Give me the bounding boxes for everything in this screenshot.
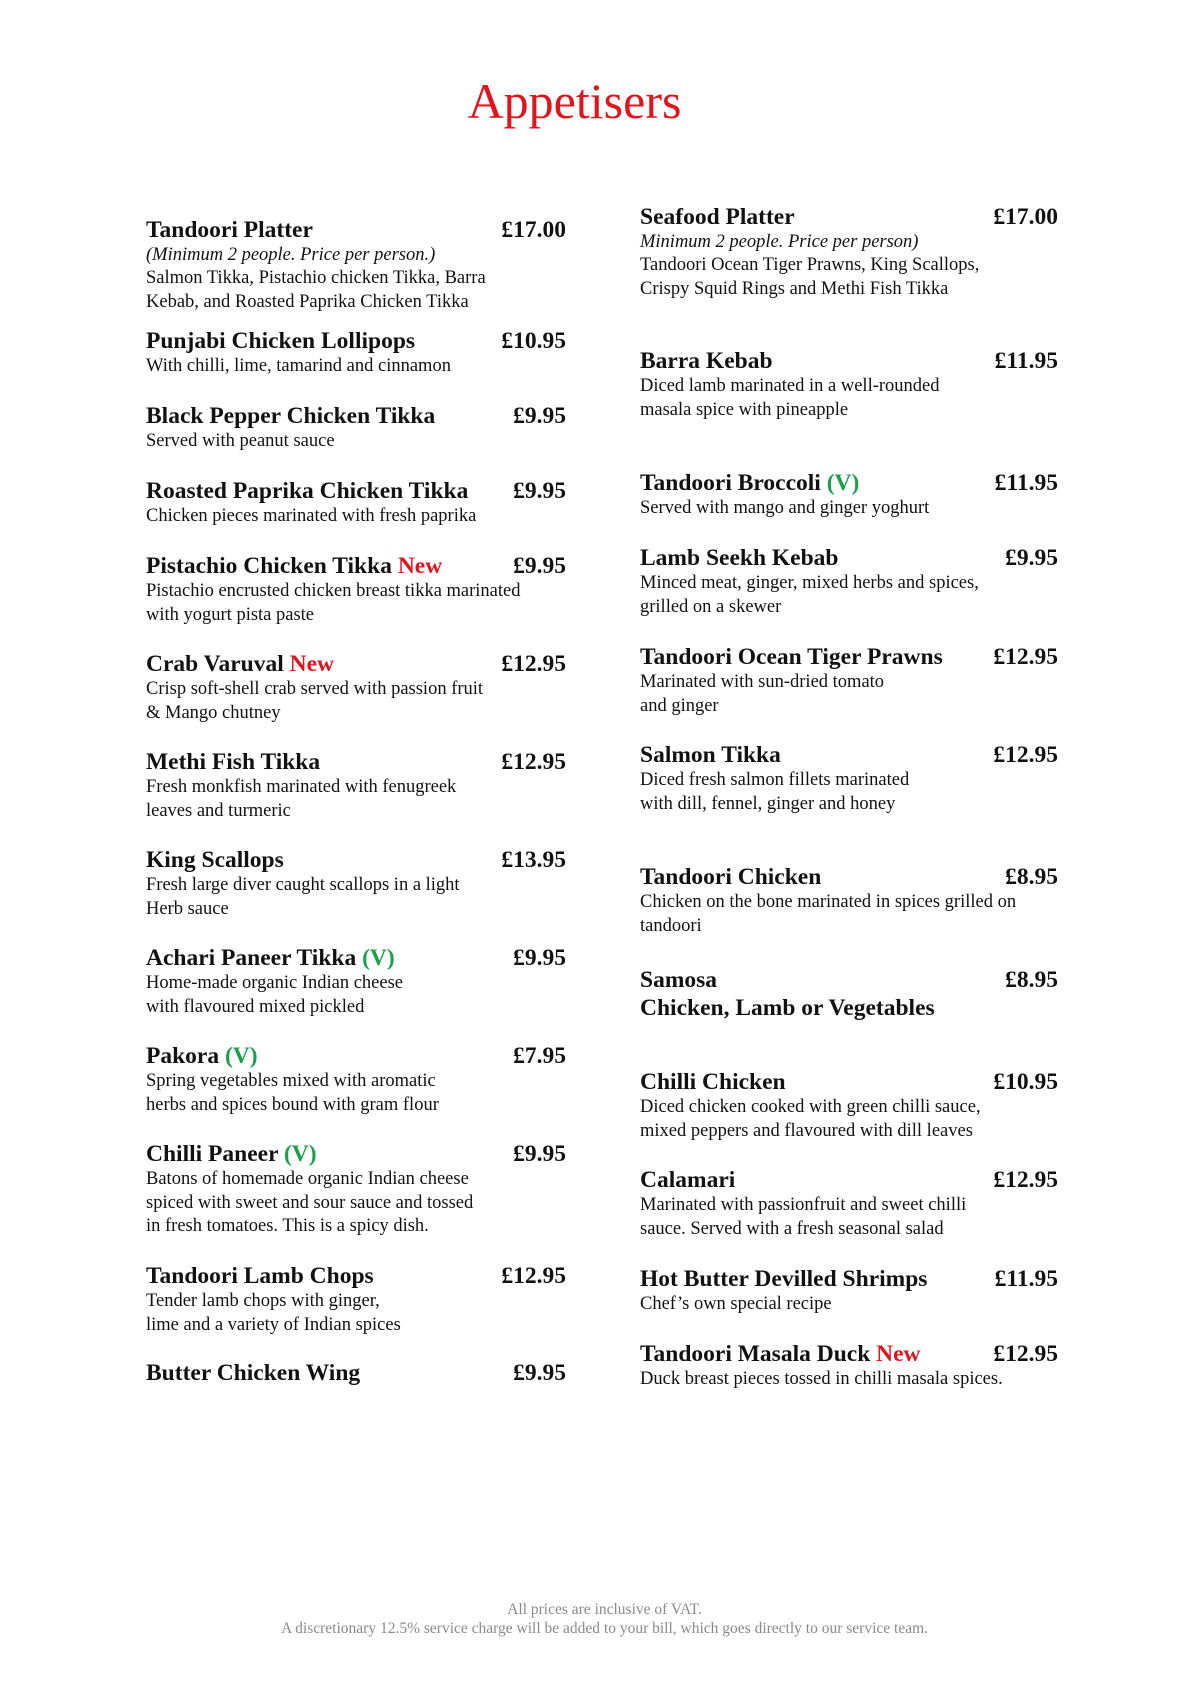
vegetarian-badge: (V) [283, 1141, 317, 1167]
item-description: Fresh monkfish marinated with fenugreek [146, 777, 457, 797]
item-description: spiced with sweet and sour sauce and tossed [146, 1192, 474, 1213]
menu-item [146, 1262, 566, 1337]
menu-item [640, 643, 1058, 718]
item-subtitle: Chicken, Lamb or Vegetables [640, 995, 935, 1021]
item-description: Served with peanut sauce [146, 431, 335, 451]
item-description: Chicken on the bone marinated in spices grilled on [640, 892, 1017, 912]
item-description: Served with mango and ginger yoghurt [640, 498, 930, 518]
menu-item [640, 966, 1058, 1022]
item-name-text: Chilli Paneer [146, 1141, 279, 1167]
item-price: £8.95 [1005, 864, 1058, 890]
item-description: Marinated with sun-dried tomato [640, 672, 885, 692]
item-description: Tender lamb chops with ginger, [146, 1291, 380, 1311]
menu-item [146, 1140, 566, 1239]
item-name-text: Tandoori Broccoli [640, 470, 821, 496]
menu-item [146, 846, 566, 921]
vegetarian-badge: (V) [224, 1043, 258, 1069]
item-name-text: Punjabi Chicken Lollipops [146, 328, 416, 354]
menu-item [146, 1359, 566, 1387]
item-description: Pistachio encrusted chicken breast tikka marinated [146, 581, 521, 601]
item-name-text: Pistachio Chicken Tikka [146, 553, 392, 579]
menu-item [640, 741, 1058, 816]
item-description: Diced fresh salmon fillets marinated [640, 770, 910, 790]
item-note: (Minimum 2 people. Price per person.) [146, 245, 436, 265]
item-description: Duck breast pieces tossed in chilli masala spices. [640, 1369, 1003, 1389]
item-description: tandoori [640, 915, 702, 936]
item-price: £17.00 [501, 217, 566, 243]
item-name-text: Chilli Chicken [640, 1069, 786, 1095]
menu-item [640, 544, 1058, 619]
item-price: £9.95 [513, 553, 566, 579]
item-name-text: Hot Butter Devilled Shrimps [640, 1266, 928, 1292]
vegetarian-badge: (V) [826, 470, 860, 496]
menu-item [640, 863, 1058, 938]
item-name [640, 544, 1058, 572]
item-name [146, 1359, 566, 1387]
menu-item [146, 944, 566, 1019]
item-description: Chicken pieces marinated with fresh paprika [146, 506, 477, 526]
item-price: £11.95 [994, 470, 1058, 496]
item-description: & Mango chutney [146, 702, 281, 723]
item-price: £9.95 [513, 945, 566, 971]
item-price: £10.95 [993, 1069, 1058, 1095]
item-description: with yogurt pista paste [146, 604, 315, 625]
item-price: £11.95 [994, 348, 1058, 374]
item-description: Kebab, and Roasted Paprika Chicken Tikka [146, 291, 469, 312]
item-name-text: Tandoori Masala Duck [640, 1341, 871, 1367]
item-description: lime and a variety of Indian spices [146, 1314, 401, 1335]
item-name-text: Tandoori Lamb Chops [146, 1263, 374, 1289]
item-description: Diced lamb marinated in a well-rounded [640, 376, 940, 396]
item-description: with dill, fennel, ginger and honey [640, 793, 896, 814]
item-price: £9.95 [513, 1360, 566, 1386]
vegetarian-badge: (V) [362, 945, 395, 971]
footer [0, 1600, 1200, 1638]
item-description: Fresh large diver caught scallops in a light [146, 875, 460, 895]
menu-item [146, 327, 566, 379]
item-description: Crisp soft-shell crab served with passion fruit [146, 679, 484, 699]
item-price: £17.00 [993, 204, 1058, 230]
service-charge-note: A discretionary 12.5% service charge will be added to your bill, which goes directly to our service team. [280, 1620, 929, 1637]
item-name-text: Lamb Seekh Kebab [640, 545, 839, 571]
item-price: £7.95 [513, 1043, 566, 1069]
menu-item [146, 477, 566, 529]
new-badge: New [289, 651, 335, 677]
item-name-text: Methi Fish Tikka [146, 749, 321, 775]
item-description: Salmon Tikka, Pistachio chicken Tikka, Barra [146, 268, 486, 288]
item-price: £9.95 [513, 403, 566, 429]
item-price: £12.95 [501, 1263, 566, 1289]
menu-item [146, 1042, 566, 1117]
item-price: £12.95 [501, 749, 566, 775]
item-price: £9.95 [1005, 545, 1058, 571]
menu-item [640, 469, 1058, 521]
menu-item [640, 203, 1058, 301]
item-name [640, 863, 1058, 891]
item-name [146, 944, 566, 972]
menu-item [146, 402, 566, 454]
item-description: and ginger [640, 695, 719, 716]
item-description: Spring vegetables mixed with aromatic [146, 1071, 436, 1091]
item-description: Crispy Squid Rings and Methi Fish Tikka [640, 278, 949, 299]
new-badge: New [397, 553, 443, 579]
menu-item [640, 1166, 1058, 1241]
item-price: £12.95 [993, 742, 1058, 768]
menu-item [640, 347, 1058, 422]
page-title: Appetisers [467, 73, 682, 129]
item-price: £12.95 [993, 1167, 1058, 1193]
item-name [146, 402, 566, 430]
item-name [640, 966, 1058, 994]
item-description: with flavoured mixed pickled [146, 996, 365, 1017]
vat-note: All prices are inclusive of VAT. [507, 1601, 702, 1618]
item-description: Chef’s own special recipe [640, 1294, 832, 1314]
item-name-text: Roasted Paprika Chicken Tikka [146, 478, 469, 504]
item-price: £13.95 [501, 847, 566, 873]
item-description: mixed peppers and flavoured with dill leaves [640, 1120, 973, 1141]
new-badge: New [876, 1341, 921, 1367]
item-name-text: Tandoori Ocean Tiger Prawns [640, 644, 943, 670]
item-price: £12.95 [993, 644, 1058, 670]
item-description: Home-made organic Indian cheese [146, 973, 404, 993]
item-description: herbs and spices bound with gram flour [146, 1094, 439, 1115]
item-description: grilled on a skewer [640, 596, 782, 617]
item-name-text: Achari Paneer Tikka [146, 945, 357, 971]
item-name [146, 1042, 566, 1070]
item-name-text: Tandoori Chicken [640, 864, 822, 890]
menu-item [146, 748, 566, 823]
item-description: in fresh tomatoes. This is a spicy dish. [146, 1216, 429, 1236]
item-name-text: Samosa [640, 967, 718, 993]
item-price: £9.95 [513, 1141, 566, 1167]
item-price: £9.95 [513, 478, 566, 504]
item-description: Minced meat, ginger, mixed herbs and spices, [640, 573, 979, 593]
item-name-text: Tandoori Platter [146, 217, 313, 243]
item-description: leaves and turmeric [146, 800, 291, 821]
item-name-text: Black Pepper Chicken Tikka [146, 403, 436, 429]
item-price: £12.95 [501, 651, 566, 677]
item-name-text: Crab Varuval [146, 651, 284, 677]
item-price: £11.95 [994, 1266, 1058, 1292]
menu-item [146, 552, 566, 627]
item-name-text: King Scallops [146, 847, 284, 873]
item-description: sauce. Served with a fresh seasonal salad [640, 1218, 944, 1239]
item-description: With chilli, lime, tamarind and cinnamon [146, 356, 451, 376]
item-name [146, 552, 566, 580]
menu-item [146, 650, 566, 725]
item-name [146, 1140, 566, 1168]
menu-item [640, 1068, 1058, 1143]
item-description: Batons of homemade organic Indian cheese [146, 1169, 469, 1189]
item-description: Diced chicken cooked with green chilli sauce, [640, 1097, 981, 1117]
item-price: £10.95 [501, 328, 566, 354]
item-description: Marinated with passionfruit and sweet chilli [640, 1195, 967, 1215]
item-name-text: Pakora [146, 1043, 220, 1069]
menu-item [640, 1340, 1058, 1392]
item-name [146, 477, 566, 505]
menu-item [146, 216, 566, 314]
item-name-text: Butter Chicken Wing [146, 1360, 361, 1386]
item-note: Minimum 2 people. Price per person) [640, 232, 919, 252]
item-name-text: Calamari [640, 1167, 736, 1193]
item-name-text: Salmon Tikka [640, 742, 781, 768]
item-description: masala spice with pineapple [640, 399, 849, 420]
item-price: £8.95 [1005, 967, 1058, 993]
item-description: Herb sauce [146, 898, 229, 919]
item-name-text: Barra Kebab [640, 348, 773, 374]
menu-item [640, 1265, 1058, 1317]
item-price: £12.95 [993, 1341, 1058, 1367]
item-description: Tandoori Ocean Tiger Prawns, King Scallops, [640, 255, 980, 275]
item-name-text: Seafood Platter [640, 204, 795, 230]
